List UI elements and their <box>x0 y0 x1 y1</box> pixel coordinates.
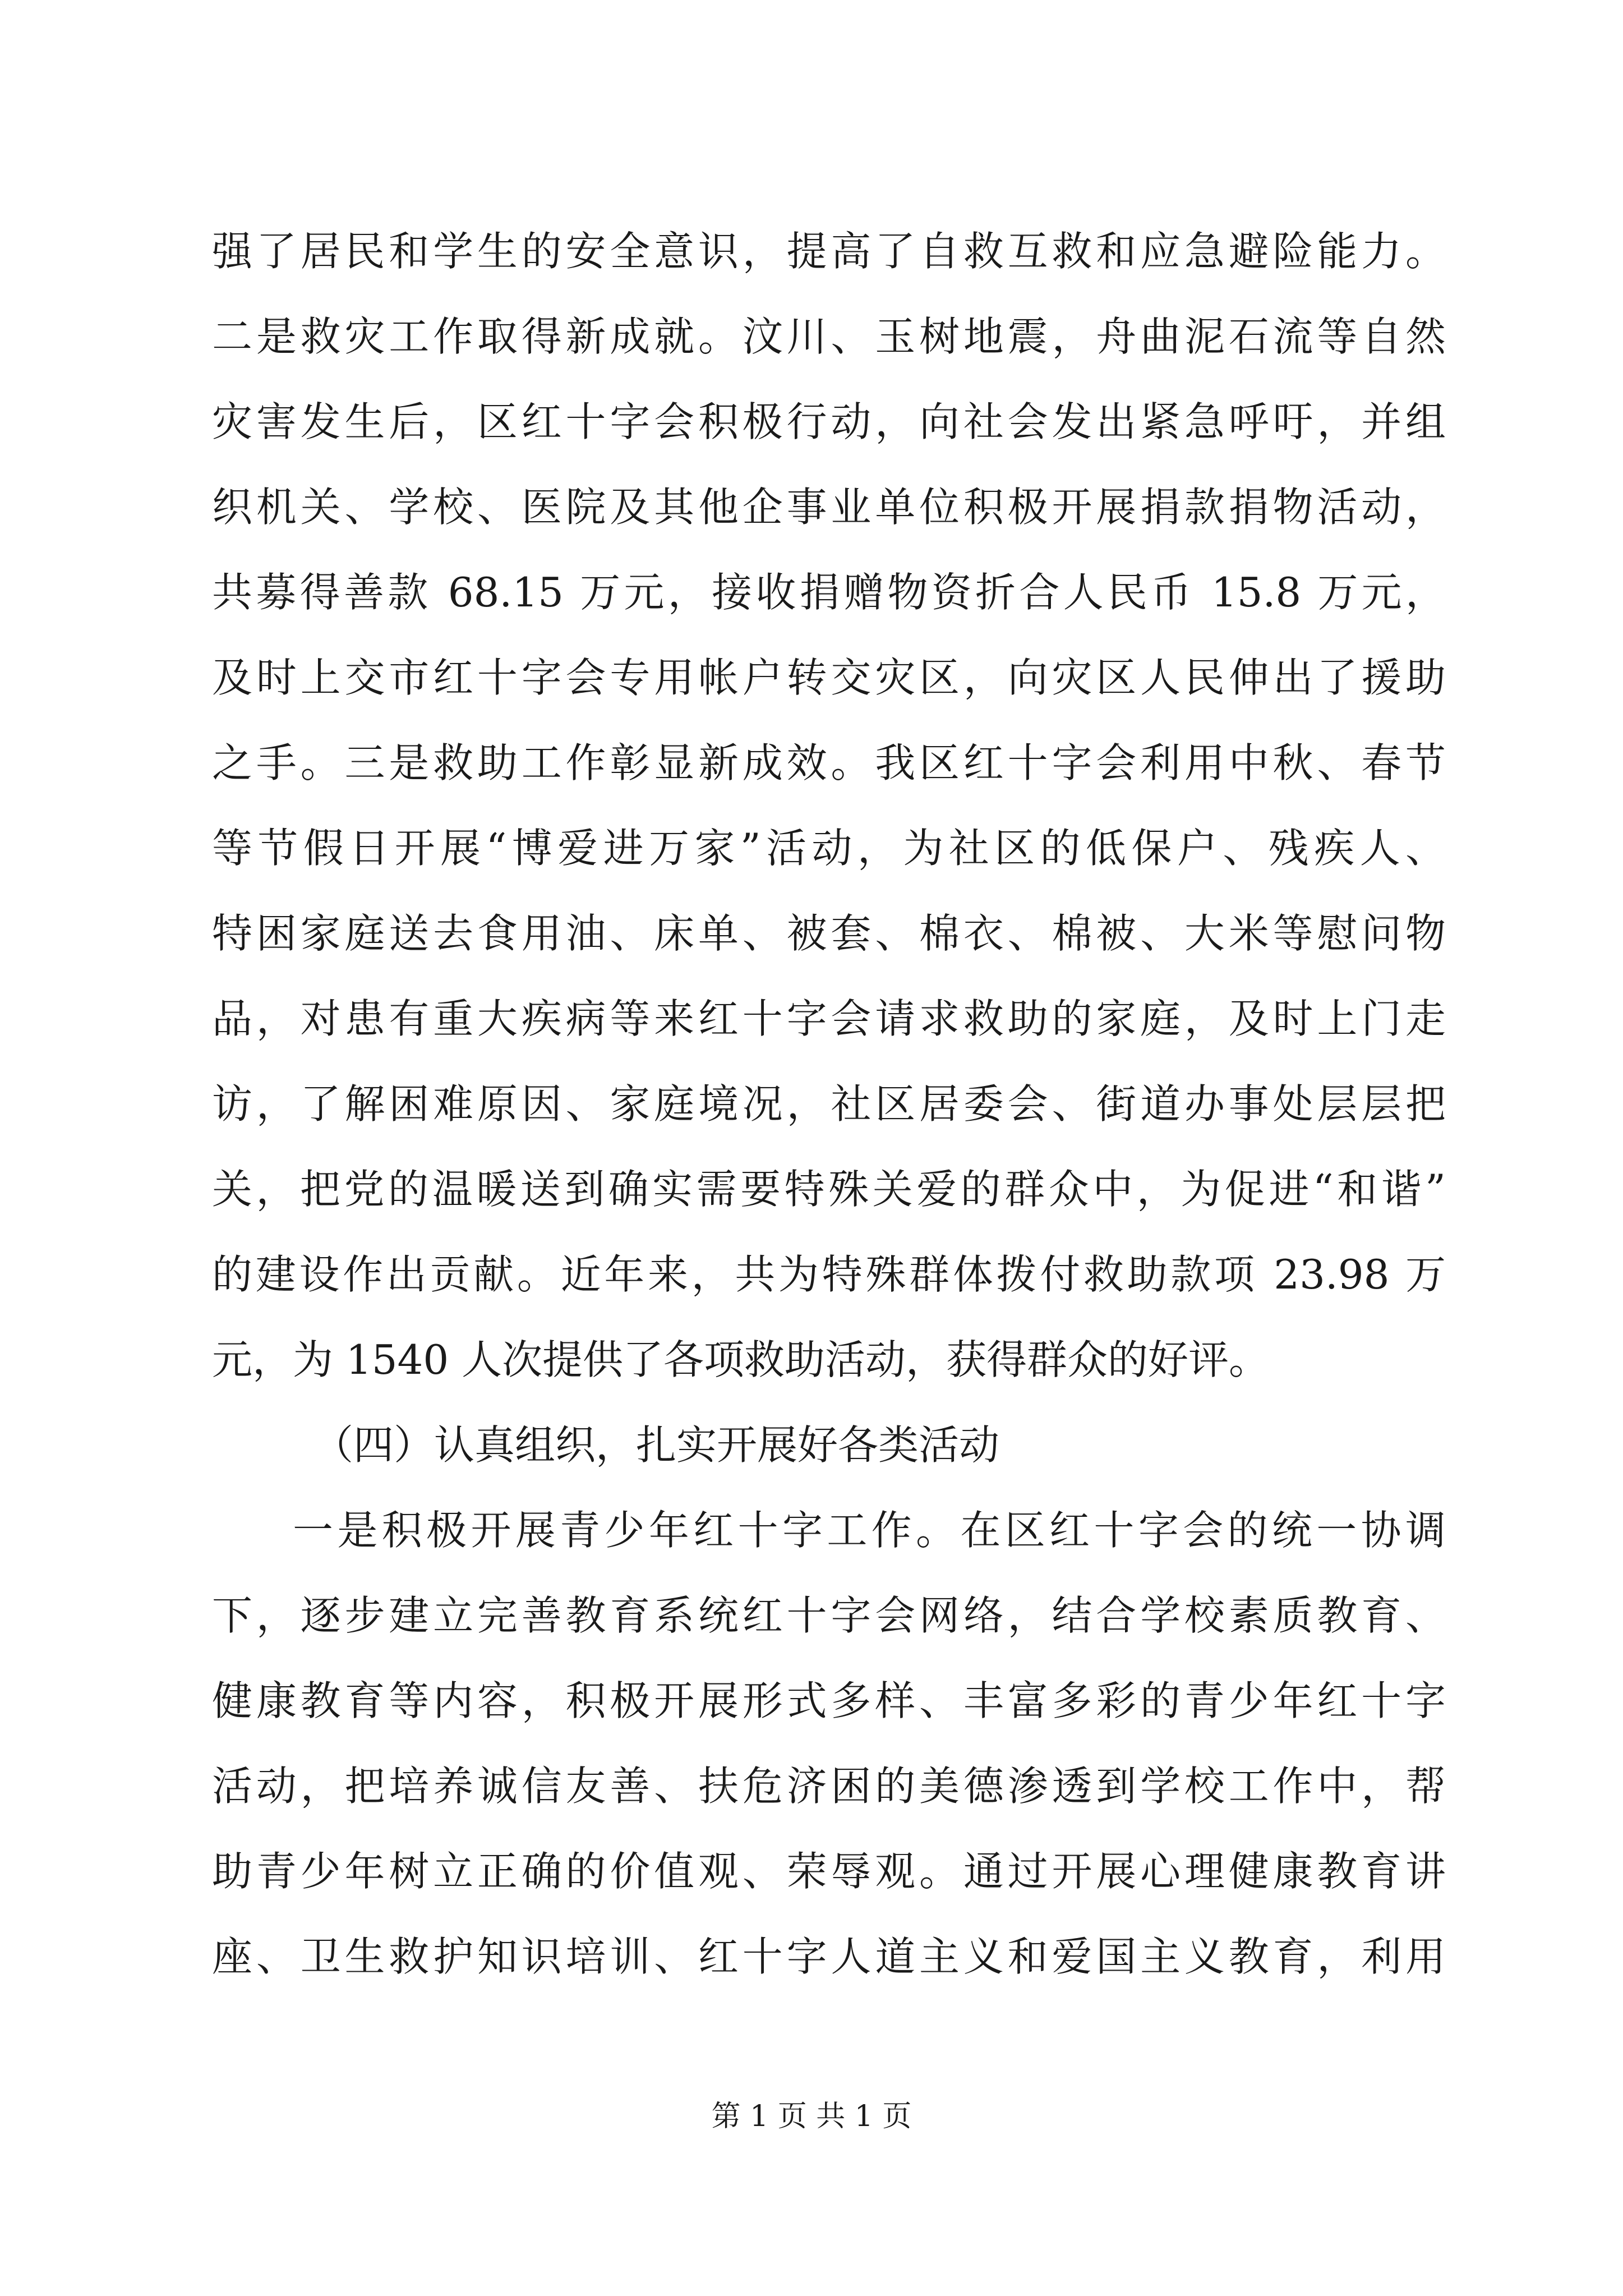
text-line: 关，把党的温暖送到确实需要特殊关爱的群众中，为促进“和谐” <box>212 1166 1446 1213</box>
text-line: 等节假日开展“博爱进万家”活动，为社区的低保户、残疾人、 <box>212 825 1446 872</box>
text-line: 强了居民和学生的安全意识，提高了自救互救和应急避险能力。 <box>212 228 1446 275</box>
text-line: 品，对患有重大疾病等来红十字会请求救助的家庭，及时上门走 <box>212 995 1446 1042</box>
text-line: 之手。三是救助工作彰显新成效。我区红十字会利用中秋、春节 <box>212 739 1446 786</box>
text-line: 及时上交市红十字会专用帐户转交灾区，向灾区人民伸出了援助 <box>212 654 1446 701</box>
page-footer: 第 1 页 共 1 页 <box>711 2100 912 2133</box>
text-line: 特困家庭送去食用油、床单、被套、棉衣、棉被、大米等慰问物 <box>212 910 1446 957</box>
text-line: 共募得善款 68.15 万元，接收捐赠物资折合人民币 15.8 万元， <box>212 569 1446 616</box>
text-line: 灾害发生后，区红十字会积极行动，向社会发出紧急呼吁，并组 <box>212 398 1446 445</box>
text-line: 元，为 1540 人次提供了各项救助活动，获得群众的好评。 <box>212 1336 1270 1383</box>
text-line: 助青少年树立正确的价值观、荣辱观。通过开展心理健康教育讲 <box>212 1848 1446 1895</box>
text-line: 的建设作出贡献。近年来，共为特殊群体拨付救助款项 23.98 万 <box>212 1251 1446 1298</box>
text-line: 下，逐步建立完善教育系统红十字会网络，结合学校素质教育、 <box>212 1592 1446 1639</box>
text-line: 健康教育等内容，积极开展形式多样、丰富多彩的青少年红十字 <box>212 1677 1446 1724</box>
text-line: 二是救灾工作取得新成就。汶川、玉树地震，舟曲泥石流等自然 <box>212 313 1446 360</box>
text-line: 一是积极开展青少年红十字工作。在区红十字会的统一协调 <box>293 1507 1446 1554</box>
text-line: 访，了解困难原因、家庭境况，社区居委会、街道办事处层层把 <box>212 1080 1446 1128</box>
body-text <box>212 209 1446 1999</box>
section-heading: （四）认真组织，扎实开展好各类活动 <box>313 1421 1000 1469</box>
text-line: 织机关、学校、医院及其他企事业单位积极开展捐款捐物活动， <box>212 484 1446 531</box>
text-line: 活动，把培养诚信友善、扶危济困的美德渗透到学校工作中，帮 <box>212 1763 1446 1810</box>
text-line: 座、卫生救护知识培训、红十字人道主义和爱国主义教育，利用 <box>212 1933 1446 1980</box>
